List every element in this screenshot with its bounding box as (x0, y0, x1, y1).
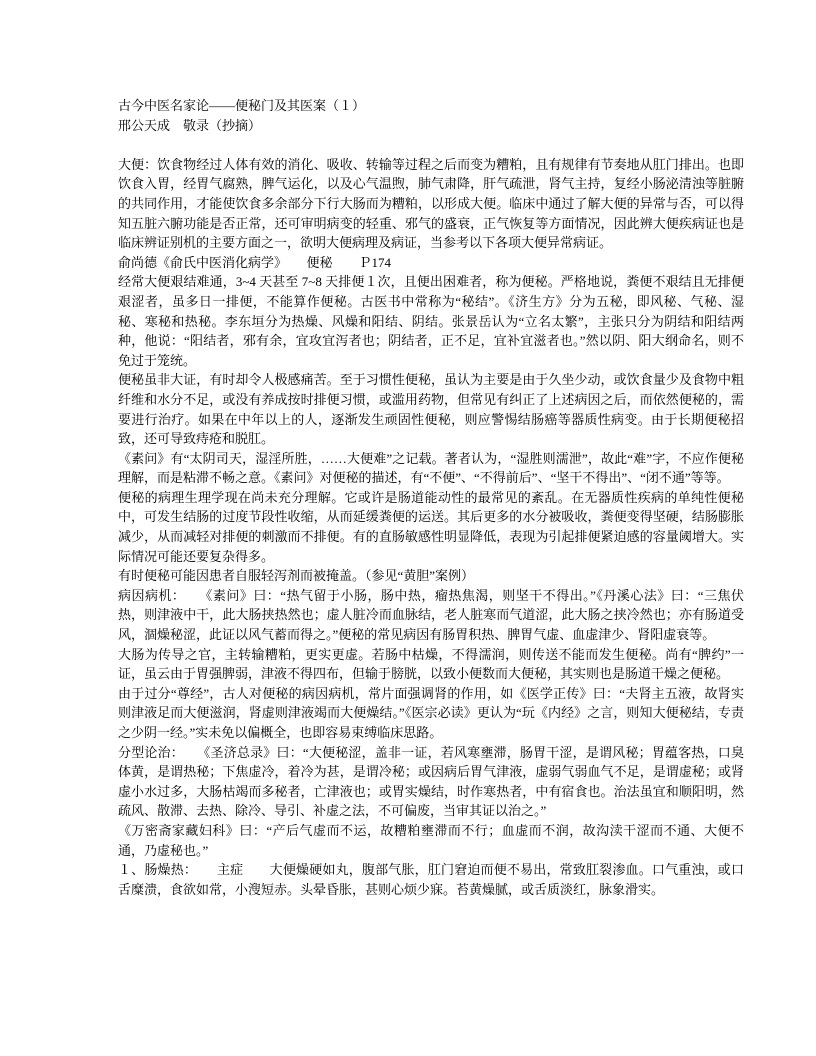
paragraph: 便秘的病理生理学现在尚未充分理解。它或许是肠道能动性的最常见的紊乱。在无器质性疾病的单纯性便秘中，可发生结肠的过度节段性收缩，从而延缓粪便的运送。其后更多的水分被吸收，粪便变得坚硬，结肠膨胀减少，从而减轻对排便的刺激而不排便。有的直肠敏感性明显降低，表现为引起排便紧迫感的容量阈增大。实际情况可能还要复杂得多。 (118, 489, 744, 564)
paragraph: 俞尚德《俞氏中医消化病学》 便秘 Ｐ174 (118, 254, 392, 270)
paragraph: 由于过分“尊经”，古人对便秘的病因病机，常片面强调肾的作用，如《医学正传》曰：“夫肾主五液，故肾实则津液足而大便滋润，肾虚则津液竭而大便燥结。”《医宗必读》更认为“玩《内经》之言，则知大便秘结，专责之少阴一经。”实未免以偏概全，也即容易束缚临床思路。 (118, 685, 744, 740)
paragraph: 经常大便艰结难通，3~4 天甚至 7~8 天排便１次，且便出困难者，称为便秘。严格地说，粪便不艰结且无排便艰涩者，虽多日一排便，不能算作便秘。古医书中常称为“秘结”。《济生方》分为五秘，即风秘、气秘、湿秘、寒秘和热秘。李东垣分为热燥、风燥和阳结、阴结。张景岳认为“立名太繁”，主张只分为阴结和阳结两种，他说：“阳结者，邪有余，宜攻宜泻者也；阴结者，正不足，宜补宜滋者也。”然以阴、阳大纲命名，则不免过于笼统。 (118, 274, 744, 368)
paragraph: 《素问》有“太阴司天，湿淫所胜，……大便难”之记载。著者认为，“湿胜则濡泄”，故此“难”字，不应作便秘理解，而是粘滞不畅之意。《素问》对便秘的描述，有“不便”、“不得前后”、“坚干不得出”、“闭不通”等等。 (118, 450, 744, 486)
paragraph: 大肠为传导之官，主转输糟粕，更实更虚。若肠中枯燥，不得濡润，则传送不能而发生便秘。尚有“脾约”一证，虽云由于胃强脾弱，津液不得四布，但输于膀胱，以致小便数而大便秘，其实则也是肠道干燥之便秘。 (118, 646, 744, 682)
document-title: 古今中医名家论——便秘门及其医案（１） (118, 98, 366, 113)
paragraph: 病因病机： 《素问》曰：“热气留于小肠，肠中热，瘤热焦渴，则坚干不得出。”《丹溪心法》曰：“三焦伏热，则津液中干，此大肠挟热然也；虚人脏冷而血脉结，老人脏寒而气道涩，此大肠之挟冷然也；亦有肠道受风，涸燥秘涩，此证以风气蓄而得之。”便秘的常见病因有肠胃积热、脾胃气虚、血虚津少、肾阳虚衰等。 (118, 587, 744, 643)
blank-line (118, 135, 744, 155)
paragraph: １、肠燥热： 主症 大便燥硬如丸，腹部气胀，肛门窘迫而便不易出，常致肛裂渗血。口气重浊，或口舌糜溃，食欲如常，小溲短赤。头晕昏胀，甚则心烦少寐。苔黄燥腻，或舌质淡红，脉象滑实。 (118, 862, 744, 897)
document-body (118, 96, 744, 899)
paragraph: 《万密斋家藏妇科》曰：“产后气虚而不运，故糟粕壅滞而不行；血虚而不润，故沟渎干涩而不通、大便不通，乃虚秘也。” (118, 822, 744, 858)
document-byline: 邢公天成 敬录（抄摘） (118, 117, 262, 133)
paragraph: 大便：饮食物经过人体有效的消化、吸收、转输等过程之后而变为糟粕，且有规律有节奏地从肛门排出。也即饮食入胃，经胃气腐熟，脾气运化，以及心气温煦，肺气肃降，肝气疏泄，肾气主持，复经小肠泌清浊等脏腑的共同作用，才能使饮食多余部分下行大肠而为糟粕，以形成大便。临床中通过了解大便的异常与否，可以得知五脏六腑功能是否正常，还可审明病变的轻重、邪气的盛衰，正气恢复等方面情况，因此辨大便疾病证也是临床辨证别机的主要方面之一，欲明大便病理及病证，当参考以下各项大便异常病证。 (118, 156, 744, 251)
paragraph: 分型论治： 《圣济总录》曰：“大便秘涩，盖非一证，若风寒壅滞，肠胃干涩，是谓风秘；胃蕴客热，口臭体黄，是谓热秘；下焦虚冷，着冷为甚，是谓冷秘；或因病后胃气津液，虚弱气弱血气不足，是谓虚秘；或肾虚小水过多，大肠枯竭而多秘者，亡津液也；或胃实燥结，时作寒热者，中有宿食也。治法虽宜和顺阳明，然疏风、散滞、去热、除冷、导引、补虚之法，不可偏废，当审其证以治之。” (118, 744, 744, 819)
paragraph: 有时便秘可能因患者自服轻泻剂而被掩盖。（参见“黄胆”案例） (118, 568, 475, 584)
paragraph: 便秘虽非大证，有时却令人极感痛苦。至于习惯性便秘，虽认为主要是由于久坐少动，或饮食量少及食物中粗纤维和水分不足，或没有养成按时排便习惯，或滥用药物，但常见有纠正了上述病因之后，而依然便秘的，需要进行治疗。如果在中年以上的人，逐渐发生顽固性便秘，则应警惕结肠癌等器质性病变。由于长期便秘招致，还可导致痔疮和脱肛。 (118, 372, 744, 447)
